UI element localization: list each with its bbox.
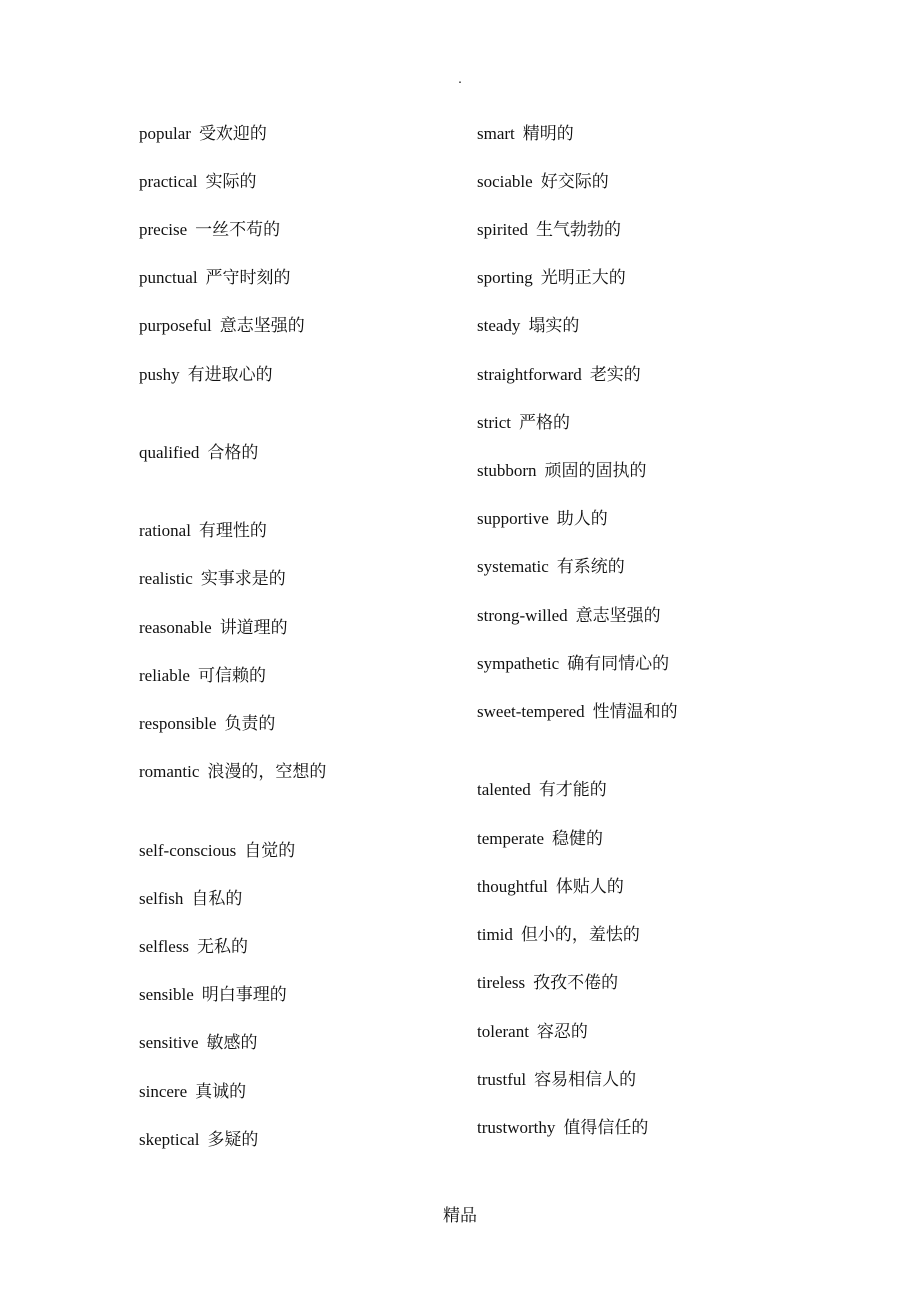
vocab-word: pushy [139,365,180,384]
vocab-word: trustworthy [477,1118,556,1137]
vocab-word: rational [139,521,191,540]
vocab-entry [477,652,669,676]
vocab-word: popular [139,124,191,143]
vocab-translation: 好交际的 [540,172,609,191]
vocab-word: skeptical [139,1130,200,1149]
vocab-word: tolerant [477,1022,529,1041]
vocab-word: straightforward [477,365,582,384]
vocab-entry [477,363,641,387]
vocab-entry [477,875,624,899]
vocab-word: timid [477,925,513,944]
vocab-word: talented [477,780,531,799]
vocab-entry [477,923,640,947]
vocab-word: qualified [139,443,200,462]
vocab-entry [477,314,579,338]
vocab-word: smart [477,124,515,143]
vocab-word: steady [477,316,521,335]
vocab-translation: 精明的 [522,124,574,143]
vocab-translation: 有才能的 [538,780,607,799]
vocab-word: selfless [139,937,190,956]
vocab-entry [477,170,609,194]
vocab-word: reliable [139,666,190,685]
vocab-word: trustful [477,1070,527,1089]
vocab-translation: 确有同情心的 [567,654,670,673]
vocab-translation: 明白事理的 [201,985,287,1004]
vocab-translation: 实事求是的 [200,569,286,588]
vocab-translation: 严守时刻的 [205,268,291,287]
vocab-word: thoughtful [477,877,548,896]
vocab-translation: 光明正大的 [540,268,626,287]
vocab-word: sincere [139,1082,188,1101]
vocab-entry [477,827,603,851]
vocab-translation: 值得信任的 [563,1118,649,1137]
vocab-entry [477,971,618,995]
vocab-word: spirited [477,220,528,239]
vocab-translation: 但小的，羞怯的 [520,925,640,944]
vocab-entry [477,555,625,579]
vocab-entry [477,604,661,628]
vocab-word: romantic [139,762,200,781]
vocab-word: supportive [477,509,549,528]
vocab-word: self-conscious [139,841,237,860]
vocab-word: sympathetic [477,654,560,673]
vocab-translation: 敏感的 [206,1033,258,1052]
vocab-word: temperate [477,829,545,848]
vocab-translation: 可信赖的 [197,666,266,685]
vocab-entry [477,218,621,242]
vocab-translation: 受欢迎的 [198,124,267,143]
vocab-translation: 容忍的 [536,1022,588,1041]
vocab-translation: 浪漫的，空想的 [207,762,327,781]
vocab-entry [477,778,607,802]
vocab-translation: 真诚的 [195,1082,247,1101]
vocab-translation: 无私的 [197,937,249,956]
vocab-word: sensitive [139,1033,199,1052]
vocab-word: sporting [477,268,533,287]
vocab-translation: 合格的 [207,443,259,462]
vocab-word: punctual [139,268,198,287]
vocab-translation: 负责的 [224,714,276,733]
vocab-word: practical [139,172,198,191]
vocab-entry [477,507,608,531]
vocab-word: realistic [139,569,193,588]
vocab-word: stubborn [477,461,537,480]
vocab-translation: 实际的 [205,172,257,191]
vocab-translation: 老实的 [589,365,641,384]
vocab-translation: 多疑的 [207,1130,259,1149]
vocab-entry [477,700,678,724]
vocab-word: sweet-tempered [477,702,585,721]
vocab-word: strong-willed [477,606,568,625]
vocab-entry [477,459,647,483]
vocab-word: precise [139,220,188,239]
vocab-word: reasonable [139,618,212,637]
vocab-word: tireless [477,973,526,992]
vocab-translation: 有进取心的 [187,365,273,384]
vocab-translation: 一丝不苟的 [195,220,281,239]
vocab-entry [477,411,570,435]
vocab-entry [477,266,626,290]
vocab-translation: 严格的 [519,413,570,432]
vocab-word: purposeful [139,316,212,335]
vocab-entry [477,1116,648,1140]
vocab-word: responsible [139,714,217,733]
vocab-word: selfish [139,889,184,908]
page-footer: 精品 [443,1206,477,1225]
vocab-translation: 讲道理的 [219,618,288,637]
vocab-translation: 意志坚强的 [219,316,305,335]
vocab-entry [477,122,574,146]
header-mark: . [458,72,462,87]
vocab-translation: 有理性的 [198,521,267,540]
vocab-word: strict [477,413,511,432]
vocab-translation: 有系统的 [556,557,625,576]
vocab-translation: 塌实的 [528,316,580,335]
vocab-translation: 体贴人的 [555,877,624,896]
vocab-translation: 自私的 [191,889,243,908]
vocab-entry [477,1068,636,1092]
vocab-translation: 稳健的 [552,829,604,848]
vocab-word: sociable [477,172,533,191]
vocab-entry [477,1020,588,1044]
vocab-translation: 孜孜不倦的 [533,973,619,992]
vocab-word: sensible [139,985,194,1004]
vocab-word: systematic [477,557,549,576]
vocab-translation: 性情温和的 [592,702,678,721]
vocab-translation: 顽固的固执的 [544,461,647,480]
vocab-translation: 助人的 [556,509,608,528]
vocab-translation: 自觉的 [244,841,296,860]
vocab-translation: 容易相信人的 [534,1070,637,1089]
vocab-translation: 意志坚强的 [575,606,661,625]
vocab-translation: 生气勃勃的 [536,220,621,239]
